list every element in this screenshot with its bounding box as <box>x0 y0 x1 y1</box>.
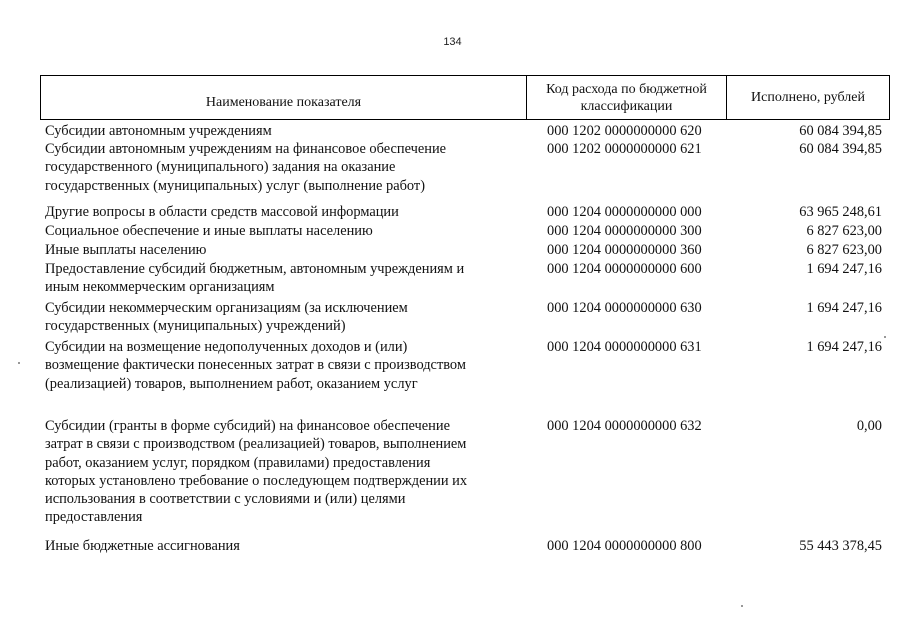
row-name: Субсидии на возмещение недополученных доходов и (или) возмещение фактически понесенных затрат в связи с производством (реализацией) товаров, выполнением работ, оказанием услуг <box>45 339 466 392</box>
row-amount: 55 443 378,45 <box>799 538 882 554</box>
row-name: Иные выплаты населению <box>45 242 207 258</box>
row-code: 000 1202 0000000000 620 <box>547 123 702 139</box>
row-name: Субсидии (гранты в форме субсидий) на финансовое обеспечение затрат в связи с производством (реализацией) товаров, выполнением работ, оказанием услуг, порядком (правилами) предоставления которых установлено требование о последующем подтверждении их использования в соответствии с условиями и (или) целями предоставления <box>45 418 468 526</box>
row-name: Социальное обеспечение и иные выплаты населению <box>45 223 373 239</box>
row-code: 000 1202 0000000000 621 <box>547 141 702 157</box>
row-amount: 1 694 247,16 <box>806 339 882 355</box>
row-amount: 63 965 248,61 <box>799 204 882 220</box>
header-name: Наименование показателя <box>41 76 527 119</box>
row-amount: 1 694 247,16 <box>806 300 882 316</box>
row-code: 000 1204 0000000000 630 <box>547 300 702 316</box>
row-amount: 60 084 394,85 <box>799 141 882 157</box>
row-name: Субсидии некоммерческим организациям (за исключением государственных (муниципальных) учреждений) <box>45 300 408 335</box>
row-amount: 0,00 <box>856 418 882 434</box>
row-amount: 6 827 623,00 <box>806 242 882 258</box>
row-code: 000 1204 0000000000 000 <box>547 204 702 220</box>
budget-table <box>40 75 890 554</box>
row-amount: 1 694 247,16 <box>806 261 882 277</box>
header-code: Код расхода по бюджетной классификации <box>527 76 727 119</box>
row-code: 000 1204 0000000000 300 <box>547 223 702 239</box>
row-name: Предоставление субсидий бюджетным, автономным учреждениям и иным некоммерческим организациям <box>45 261 465 296</box>
row-code: 000 1204 0000000000 600 <box>547 261 702 277</box>
row-code: 000 1204 0000000000 632 <box>547 418 702 434</box>
scan-speck <box>18 362 20 364</box>
row-code: 000 1204 0000000000 360 <box>547 242 702 258</box>
row-name: Иные бюджетные ассигнования <box>45 538 240 554</box>
row-code: 000 1204 0000000000 631 <box>547 339 702 355</box>
page-number: 134 <box>443 36 462 48</box>
row-amount: 6 827 623,00 <box>806 223 882 239</box>
row-code: 000 1204 0000000000 800 <box>547 538 702 554</box>
row-name: Субсидии автономным учреждениям <box>45 123 272 139</box>
row-name: Субсидии автономным учреждениям на финансовое обеспечение государственного (муниципального) задания на оказание государственных (муниципальных) услуг (выполнение работ) <box>45 141 447 194</box>
scan-speck <box>884 336 886 338</box>
header-amount: Исполнено, рублей <box>751 90 865 105</box>
table-header <box>40 75 890 120</box>
scan-speck <box>741 605 743 607</box>
row-name: Другие вопросы в области средств массовой информации <box>45 204 399 220</box>
row-amount: 60 084 394,85 <box>799 123 882 139</box>
